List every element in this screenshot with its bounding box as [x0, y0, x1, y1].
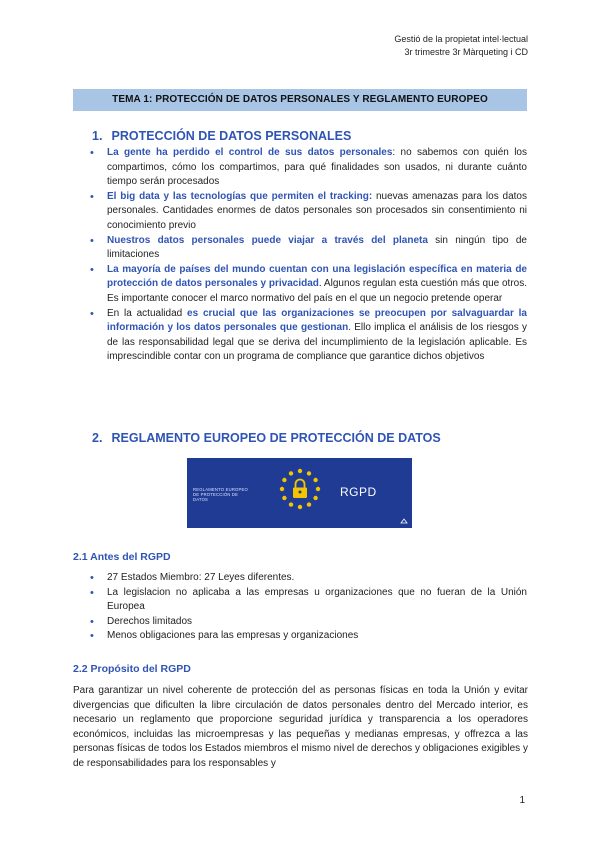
section-2-number: 2. — [92, 431, 103, 445]
list-item: • Nuestros datos personales puede viajar a través del planeta sin ningún tipo de limitaciones — [90, 234, 527, 263]
list-item: • La legislacion no aplicaba a las empresas u organizaciones que no fueran de la Unión Europea — [90, 586, 527, 615]
list-item: • Derechos limitados — [90, 615, 527, 630]
list-item: • En la actualidad es crucial que las organizaciones se preocupen por salvaguardar la información y los datos personales que gestionan. Ello implica el análisis de los riesgos y de las responsabilidad legal que se deriva del incumplimiento de la legislación aplicable. Es imprescindible contar con un programa de compliance que garantice dichos objetivos — [90, 307, 527, 365]
section-2-heading — [92, 431, 441, 445]
rgpd-banner-image — [187, 458, 412, 528]
subsection-2-2-paragraph: Para garantizar un nivel coherente de protección del as personas físicas en toda la Unión y evitar divergencias que dificulten la libre circulación de datos personales dentro del Mercado interior, es necesario un reglamento que proporcione seguridad jurídica y transparencia a los operadores económicos, incluidas las microempresas y las pequeñas y medianas empresas, y offrezca a las personas físicas de todos los Estados miembros el mismo nivel de derechos y obligaciones exigibles y de responsabilidades para los responsables y — [73, 685, 528, 769]
page-number: 1 — [519, 795, 525, 806]
header-course: Gestió de la propietat intel·lectual — [394, 34, 528, 44]
section-1-title: PROTECCIÓN DE DATOS PERSONALES — [111, 129, 352, 143]
section-1-bullet-list — [90, 146, 527, 365]
list-item: • La mayoría de países del mundo cuentan con una legislación específica en materia de protección de datos personales y privacidad. Algunos regulan esta cuestión más que otros. Es importante conocer el marco normativo del país en el que un negocio pretende operar — [90, 263, 527, 307]
section-2-title: REGLAMENTO EUROPEO DE PROTECCIÓN DE DATOS — [111, 431, 441, 445]
subsection-2-2-heading: 2.2 Propósito del RGPD — [73, 663, 191, 675]
subsection-2-1-bullet-list — [90, 571, 527, 644]
page-header — [394, 33, 528, 59]
list-item: • La gente ha perdido el control de sus datos personales: no sabemos con quién los compartimos, cómo los compartimos, para qué finalidades son usados, ni durante cuánto tiempo serán procesados — [90, 146, 527, 190]
topic-title: TEMA 1: PROTECCIÓN DE DATOS PERSONALES Y REGLAMENTO EUROPEO — [73, 89, 527, 111]
section-1-heading — [92, 129, 351, 143]
header-term: 3r trimestre 3r Màrqueting i CD — [404, 47, 528, 57]
list-item: • Menos obligaciones para las empresas y organizaciones — [90, 629, 527, 644]
subsection-2-1-heading: 2.1 Antes del RGPD — [73, 551, 171, 563]
list-item: • El big data y las tecnologías que permiten el tracking: nuevas amenazas para los datos personales. Cantidades enormes de datos personales son procesados sin consentimiento ni conocimiento previo — [90, 190, 527, 234]
section-1-number: 1. — [92, 129, 103, 143]
banner-left-caption: REGLAMENTO EUROPEO DE PROTECCIÓN DE DATOS — [193, 487, 248, 502]
list-item: • 27 Estados Miembro: 27 Leyes diferentes. — [90, 571, 527, 586]
banner-rgpd-label: RGPD — [340, 485, 377, 499]
